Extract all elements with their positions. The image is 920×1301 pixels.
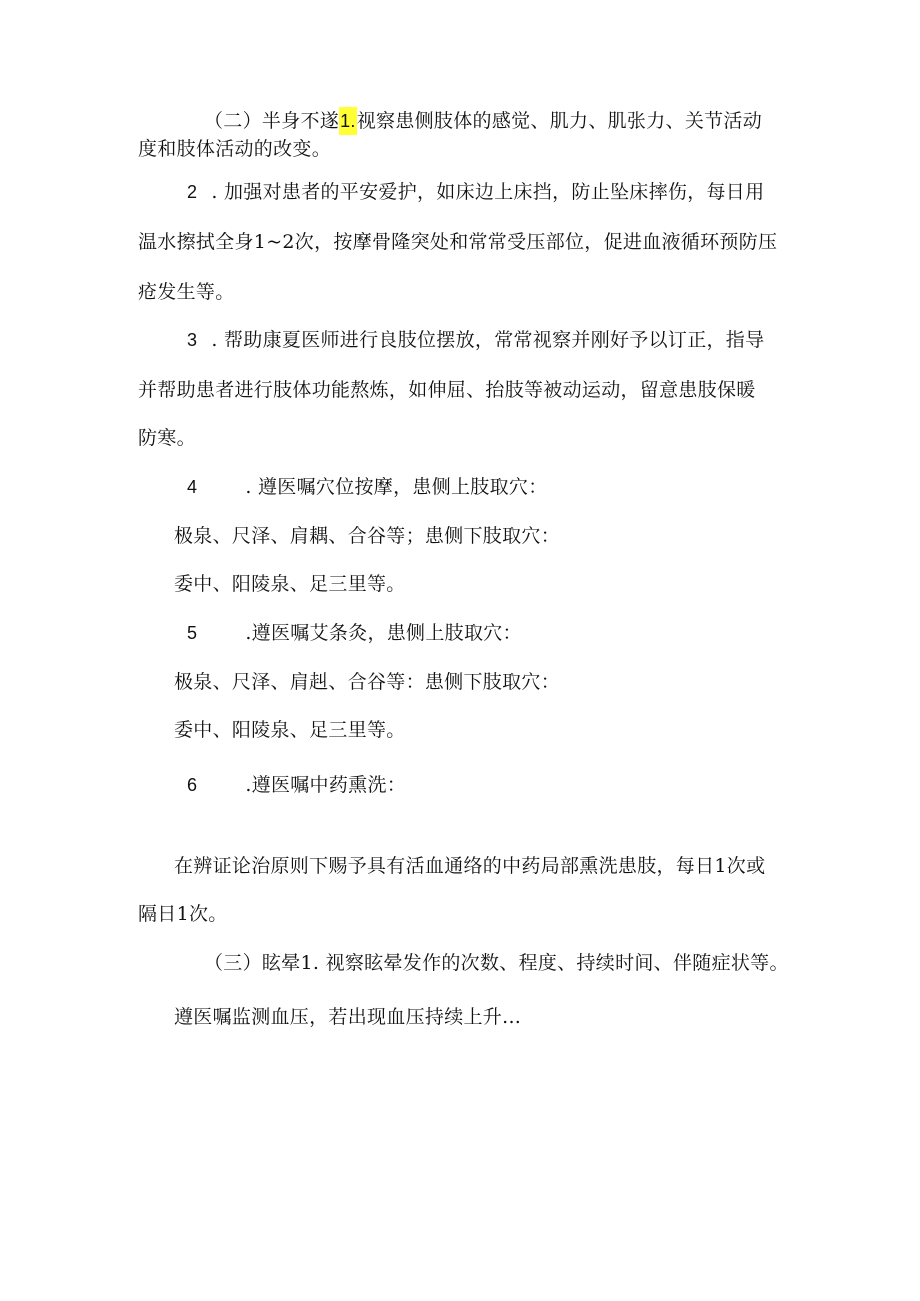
item4-text: . 遵医嘱穴位按摩，患侧上肢取穴： — [245, 476, 548, 498]
item4-line1 — [187, 473, 548, 501]
item5-number: 5 — [187, 623, 198, 643]
item3-line1 — [187, 326, 764, 354]
item6-line1 — [187, 771, 406, 799]
item6-number: 6 — [187, 775, 198, 795]
item2-text: . 加强对患者的平安爱护，如床边上床挡，防止坠床摔伤，每日用 — [211, 181, 765, 203]
item3-number: 3 — [187, 330, 198, 350]
herbal-paragraph-line2: 隔日1次。 — [138, 903, 228, 925]
item4-line3: 委中、阳陵泉、足三里等。 — [174, 573, 406, 595]
item3-text: . 帮助康夏医师进行良肢位摆放，常常视察并刚好予以订正，指导 — [211, 329, 765, 351]
item2-number: 2 — [187, 182, 198, 202]
item5-line1 — [187, 619, 522, 647]
item2-line2: 温水擦拭全身1~2次，按摩骨隆突处和常常受压部位，促进血液循环预防压 — [138, 231, 778, 253]
section2-item1-text: 视察患侧肢体的感觉、肌力、肌张力、关节活动 — [356, 110, 763, 132]
section2-line1 — [204, 107, 762, 135]
section3-line1: （三）眩晕1. 视察眩晕发作的次数、程度、持续时间、伴随症状等。 — [204, 952, 789, 974]
item6-text: .遵医嘱中药熏洗： — [245, 774, 407, 796]
item5-line3: 委中、阳陵泉、足三里等。 — [174, 719, 406, 741]
item2-line1 — [187, 178, 764, 206]
item2-line3: 疮发生等。 — [138, 281, 235, 303]
section3-line2: 遵医嘱监测血压，若出现血压持续上升... — [174, 1006, 522, 1028]
highlighted-item1-number: 1. — [339, 107, 357, 135]
item5-line2: 极泉、尺泽、肩赳、合谷等：患侧下肢取穴： — [174, 671, 561, 693]
section2-heading: （二）半身不遂 — [204, 110, 340, 132]
item5-text: .遵医嘱艾条灸，患侧上肢取穴： — [245, 622, 522, 644]
item3-line2: 并帮助患者进行肢体功能熬炼，如伸屈、抬肢等被动运动，留意患肢保暖 — [138, 379, 756, 401]
herbal-paragraph-line1: 在辨证论治原则下赐予具有活血通络的中药局部熏洗患肢，每日1次或 — [174, 855, 766, 877]
item4-line2: 极泉、尺泽、肩耦、合谷等；患侧下肢取穴： — [174, 525, 561, 547]
item4-number: 4 — [187, 477, 198, 497]
item3-line3: 防寒。 — [138, 427, 196, 449]
section2-line2: 度和肢体活动的改变。 — [138, 138, 332, 160]
